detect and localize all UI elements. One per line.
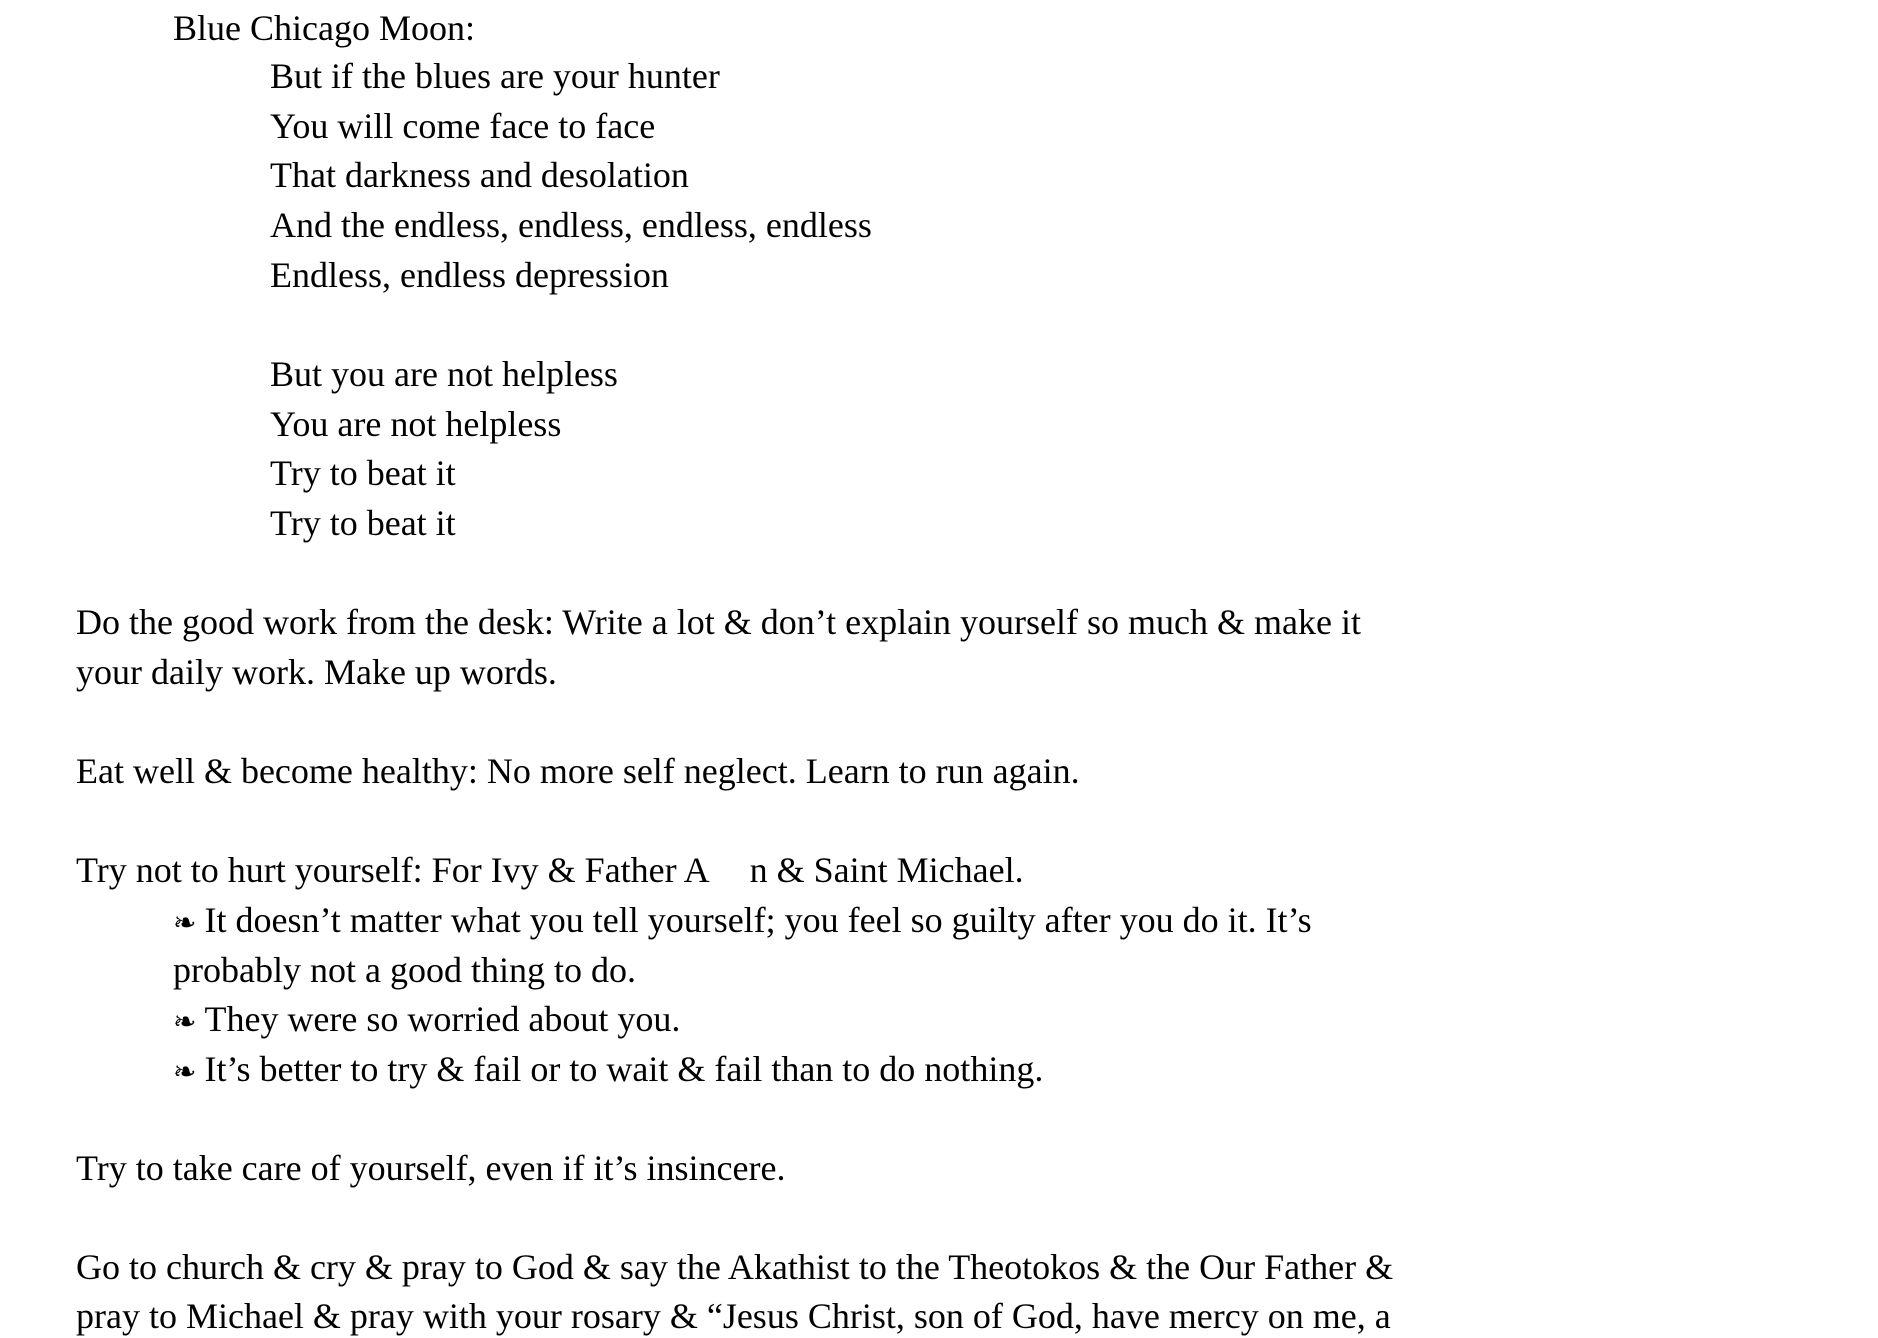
bullet-item [173,997,680,1044]
poem-line: But if the blues are your hunter [270,56,720,96]
bullet-text: It’s better to try & fail or to wait & fail than to do nothing. [204,1049,1044,1089]
paragraph-care: Try to take care of yourself, even if it’s insincere. [76,1148,786,1188]
poem-line: And the endless, endless, endless, endless [270,205,872,245]
poem-line: Try to beat it [270,503,456,543]
poem-line: You will come face to face [270,106,656,146]
bullet-item [173,1047,1043,1094]
bullet-item [173,898,1312,945]
poem-line: That darkness and desolation [270,155,689,195]
paragraph-hurt-part: Try not to hurt yourself: For Ivy & Father A [76,850,710,890]
paragraph-desk-line: your daily work. Make up words. [76,652,557,692]
bullet-text: It doesn’t matter what you tell yourself; you feel so guilty after you do it. It’s [204,900,1312,940]
paragraph-hurt [76,848,1024,892]
poem-line: You are not helpless [270,404,562,444]
bullet-text: They were so worried about you. [204,999,681,1039]
paragraph-hurt-part: n & Saint Michael. [749,850,1024,890]
poem-line: Endless, endless depression [270,255,669,295]
paragraph-eat: Eat well & become healthy: No more self neglect. Learn to run again. [76,751,1080,791]
fleuron-bullet-icon: ❧ [173,1005,197,1038]
fleuron-bullet-icon: ❧ [173,906,197,939]
fleuron-bullet-icon: ❧ [173,1055,197,1088]
paragraph-church-line: Go to church & cry & pray to God & say the Akathist to the Theotokos & the Our Father & [76,1247,1394,1287]
poem-line: But you are not helpless [270,354,618,394]
bullet-continuation: probably not a good thing to do. [173,950,636,990]
paragraph-church-line: pray to Michael & pray with your rosary & “Jesus Christ, son of God, have mercy on me, a [76,1296,1391,1336]
poem-line: Try to beat it [270,453,456,493]
poem-heading: Blue Chicago Moon: [173,8,475,48]
paragraph-desk-line: Do the good work from the desk: Write a lot & don’t explain yourself so much & make it [76,602,1361,642]
